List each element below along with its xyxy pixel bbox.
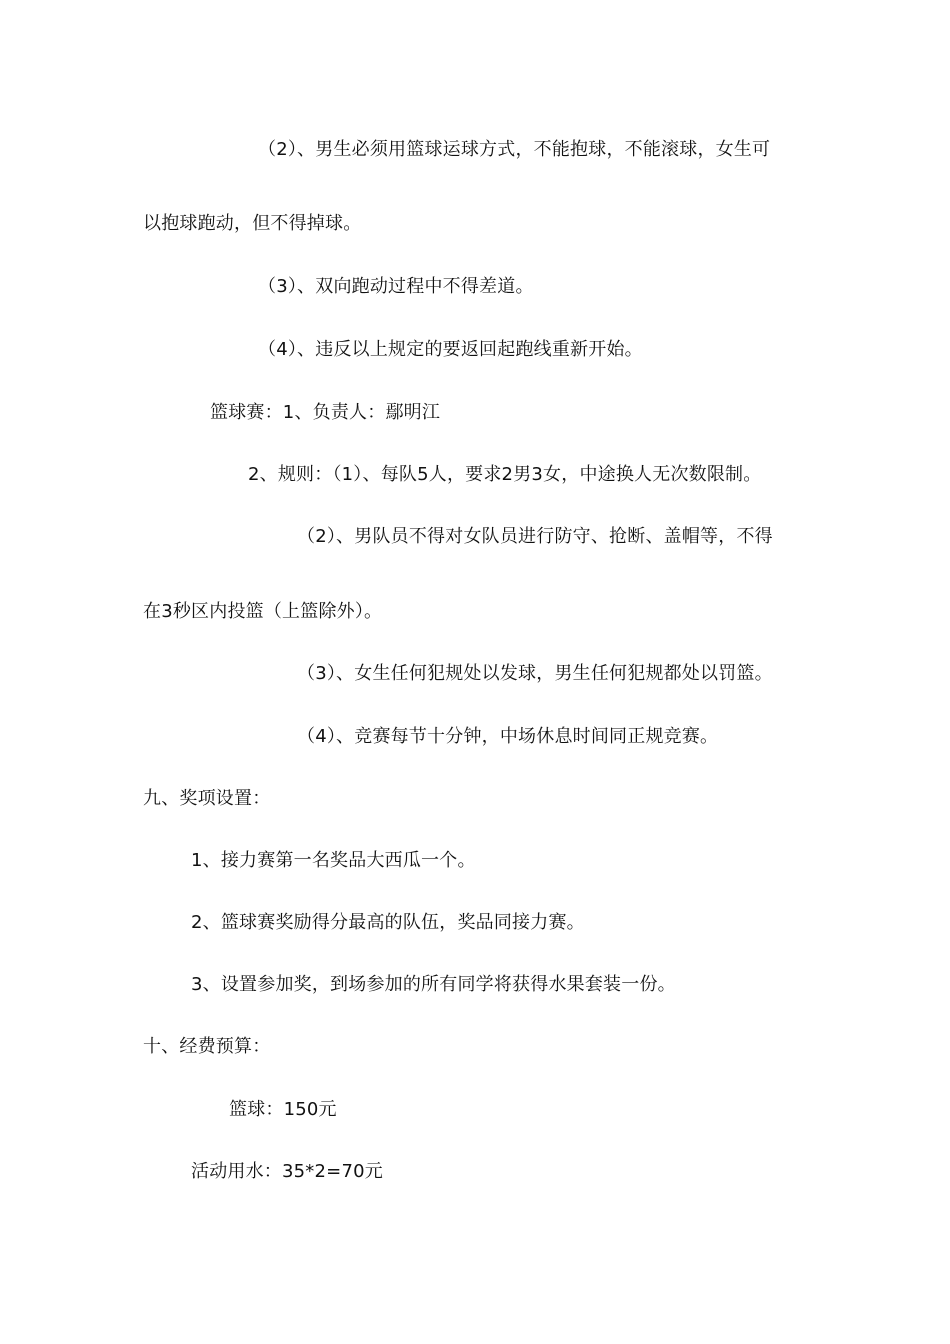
budget-basketball: 篮球：150元	[229, 1099, 337, 1120]
relay-rule-4: （4）、违反以上规定的要返回起跑线重新开始。	[258, 339, 643, 360]
relay-rule-2-line-2: 以抱球跑动，但不得掉球。	[143, 213, 362, 234]
awards-heading: 九、奖项设置：	[143, 788, 271, 809]
basketball-rule-4: （4）、竞赛每节十分钟，中场休息时间同正规竞赛。	[297, 726, 719, 747]
award-item-1: 1、接力赛第一名奖品大西瓜一个。	[191, 850, 476, 871]
basketball-responsible: 篮球赛：1、负责人：鄢明江	[210, 402, 441, 423]
basketball-rule-1: 2、规则：（1）、每队5人，要求2男3女，中途换人无次数限制。	[248, 464, 762, 485]
relay-rule-3: （3）、双向跑动过程中不得差道。	[258, 276, 534, 297]
budget-heading: 十、经费预算：	[143, 1036, 271, 1057]
budget-water: 活动用水：35*2=70元	[191, 1161, 383, 1182]
award-item-3: 3、设置参加奖，到场参加的所有同学将获得水果套装一份。	[191, 974, 676, 995]
award-item-2: 2、篮球赛奖励得分最高的队伍，奖品同接力赛。	[191, 912, 585, 933]
basketball-rule-3: （3）、女生任何犯规处以发球，男生任何犯规都处以罚篮。	[297, 663, 773, 684]
basketball-rule-2-line-2: 在3秒区内投篮（上篮除外）。	[143, 601, 383, 622]
basketball-rule-2-line-1: （2）、男队员不得对女队员进行防守、抢断、盖帽等，不得	[297, 526, 773, 547]
relay-rule-2-line-1: （2）、男生必须用篮球运球方式，不能抱球，不能滚球，女生可	[258, 139, 771, 160]
